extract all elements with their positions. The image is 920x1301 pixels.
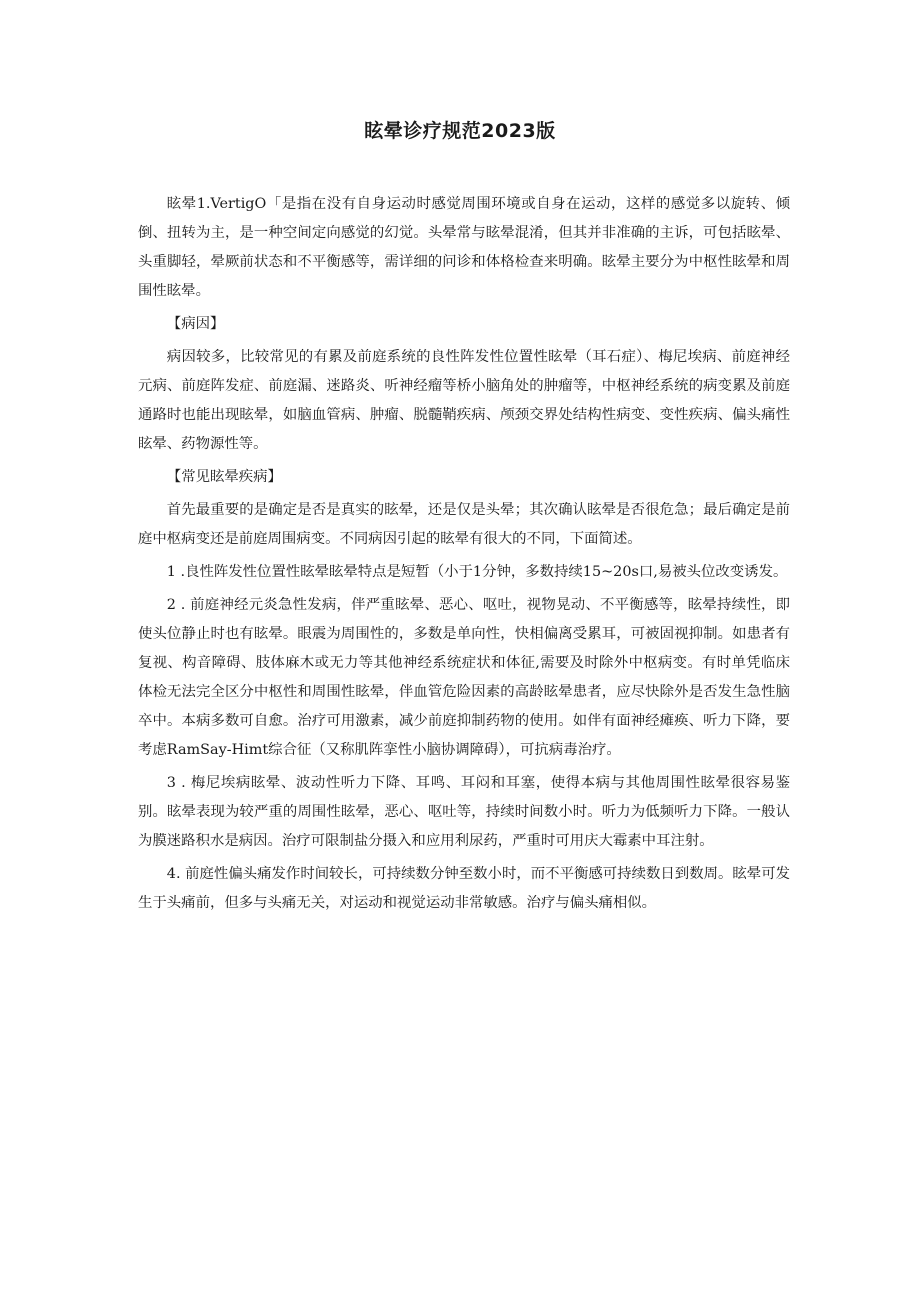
list-item-vestibular-migraine: 4. 前庭性偏头痛发作时间较长，可持续数分钟至数小时，而不平衡感可持续数日到数周。眩晕可发生于头痛前，但多与头痛无关，对运动和视觉运动非常敏感。治疗与偏头痛相似。 <box>138 866 790 911</box>
common-diseases-paragraph: 首先最重要的是确定是否是真实的眩晕，还是仅是头晕；其次确认眩晕是否很危急；最后确定是前庭中枢病变还是前庭周围病变。不同病因引起的眩晕有很大的不同，下面简述。 <box>138 502 790 547</box>
intro-paragraph: 眩晕1.VertigO「是指在没有自身运动时感觉周围环境或自身在运动，这样的感觉多以旋转、倾倒、扭转为主，是一种空间定向感觉的幻觉。头晕常与眩晕混淆，但其并非准确的主诉，可包括眩晕、头重脚轻，晕厥前状态和不平衡感等，需详细的问诊和体格检查来明确。眩晕主要分为中枢性眩晕和周围性眩晕。 <box>138 196 790 299</box>
list-item-bppv: 1 .良性阵发性位置性眩晕眩晕特点是短暂（小于1分钟，多数持续15~20s口,易被头位改变诱发。 <box>166 564 788 580</box>
common-diseases-heading: 【常见眩晕疾病】 <box>166 469 282 485</box>
page-title: 眩晕诊疗规范2023版 <box>364 120 556 142</box>
list-item-vestibular-neuritis: 2 . 前庭神经元炎急性发病，伴严重眩晕、恶心、呕吐，视物晃动、不平衡感等，眩晕持续性，即使头位静止时也有眩晕。眼震为周围性的，多数是单向性，快相偏离受累耳，可被固视抑制。如患者有复视、构音障碍、肢体麻木或无力等其他神经系统症状和体征,需要及时除外中枢病变。有时单凭临床体检无法完全区分中枢性和周围性眩晕，伴血管危险因素的高龄眩晕患者，应尽快除外是否发生急性脑卒中。本病多数可自愈。治疗可用激素，减少前庭抑制药物的使用。如伴有面神经瘫痪、听力下降，要考虑RamSay-Himt综合征（又称肌阵挛性小脑协调障碍），可抗病毒治疗。 <box>138 597 790 758</box>
cause-paragraph: 病因较多，比较常见的有累及前庭系统的良性阵发性位置性眩晕（耳石症）、梅尼埃病、前庭神经元病、前庭阵发症、前庭漏、迷路炎、听神经瘤等桥小脑角处的肿瘤等，中枢神经系统的病变累及前庭通路时也能出现眩晕，如脑血管病、肿瘤、脱髓鞘疾病、颅颈交界处结构性病变、变性疾病、偏头痛性眩晕、药物源性等。 <box>138 349 790 452</box>
list-item-meniere: 3 . 梅尼埃病眩晕、波动性听力下降、耳鸣、耳闷和耳塞，使得本病与其他周围性眩晕很容易鉴别。眩晕表现为较严重的周围性眩晕，恶心、呕吐等，持续时间数小时。听力为低频听力下降。一般认为膜迷路积水是病因。治疗可限制盐分摄入和应用利尿药，严重时可用庆大霉素中耳注射。 <box>138 775 790 849</box>
document-body <box>138 190 790 922</box>
cause-heading: 【病因】 <box>166 316 225 332</box>
